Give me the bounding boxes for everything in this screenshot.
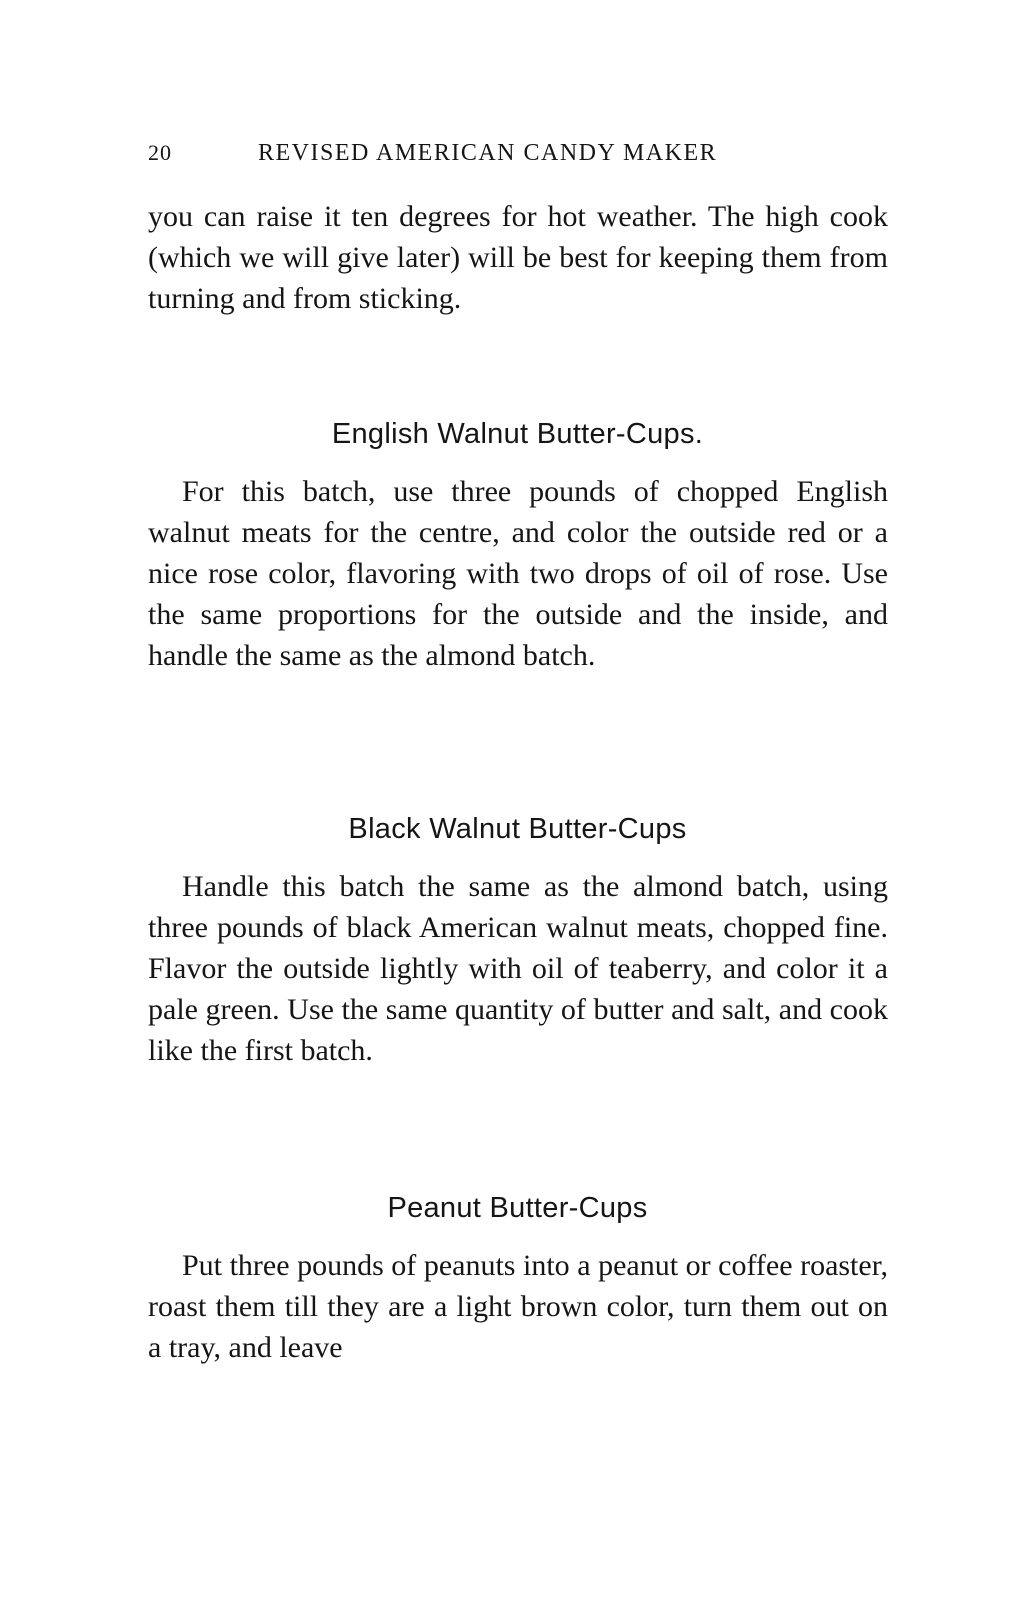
section-paragraph-english-walnut: For this batch, use three pounds of chopped English walnut meats for the centre, and color the outside red or a nice rose color, flavoring with two drops of oil of rose. Use the same proportions for the outside and the inside, and handle the same as the almond batch. (148, 475, 888, 672)
continuation-paragraph: you can raise it ten degrees for hot weather. The high cook (which we will give later) will be best for keeping them from turning and from sticking. (148, 200, 888, 315)
section-heading-english-walnut: English Walnut Butter-Cups. (331, 418, 704, 450)
section-heading-black-walnut: Black Walnut Butter-Cups (348, 813, 687, 845)
section-paragraph-peanut: Put three pounds of peanuts into a peanut or coffee roaster, roast them till they are a light brown color, turn them out on a tray, and leave (148, 1249, 888, 1364)
running-title: REVISED AMERICAN CANDY MAKER (258, 140, 718, 166)
section-paragraph-black-walnut: Handle this batch the same as the almond batch, using three pounds of black American walnut meats, chopped fine. Flavor the outside lightly with oil of teaberry, and color it a pale green. Use the same quantity of butter and salt, and cook like the first batch. (148, 870, 888, 1067)
page-number: 20 (148, 140, 172, 165)
section-heading-peanut: Peanut Butter-Cups (387, 1192, 648, 1224)
running-header (148, 140, 788, 174)
